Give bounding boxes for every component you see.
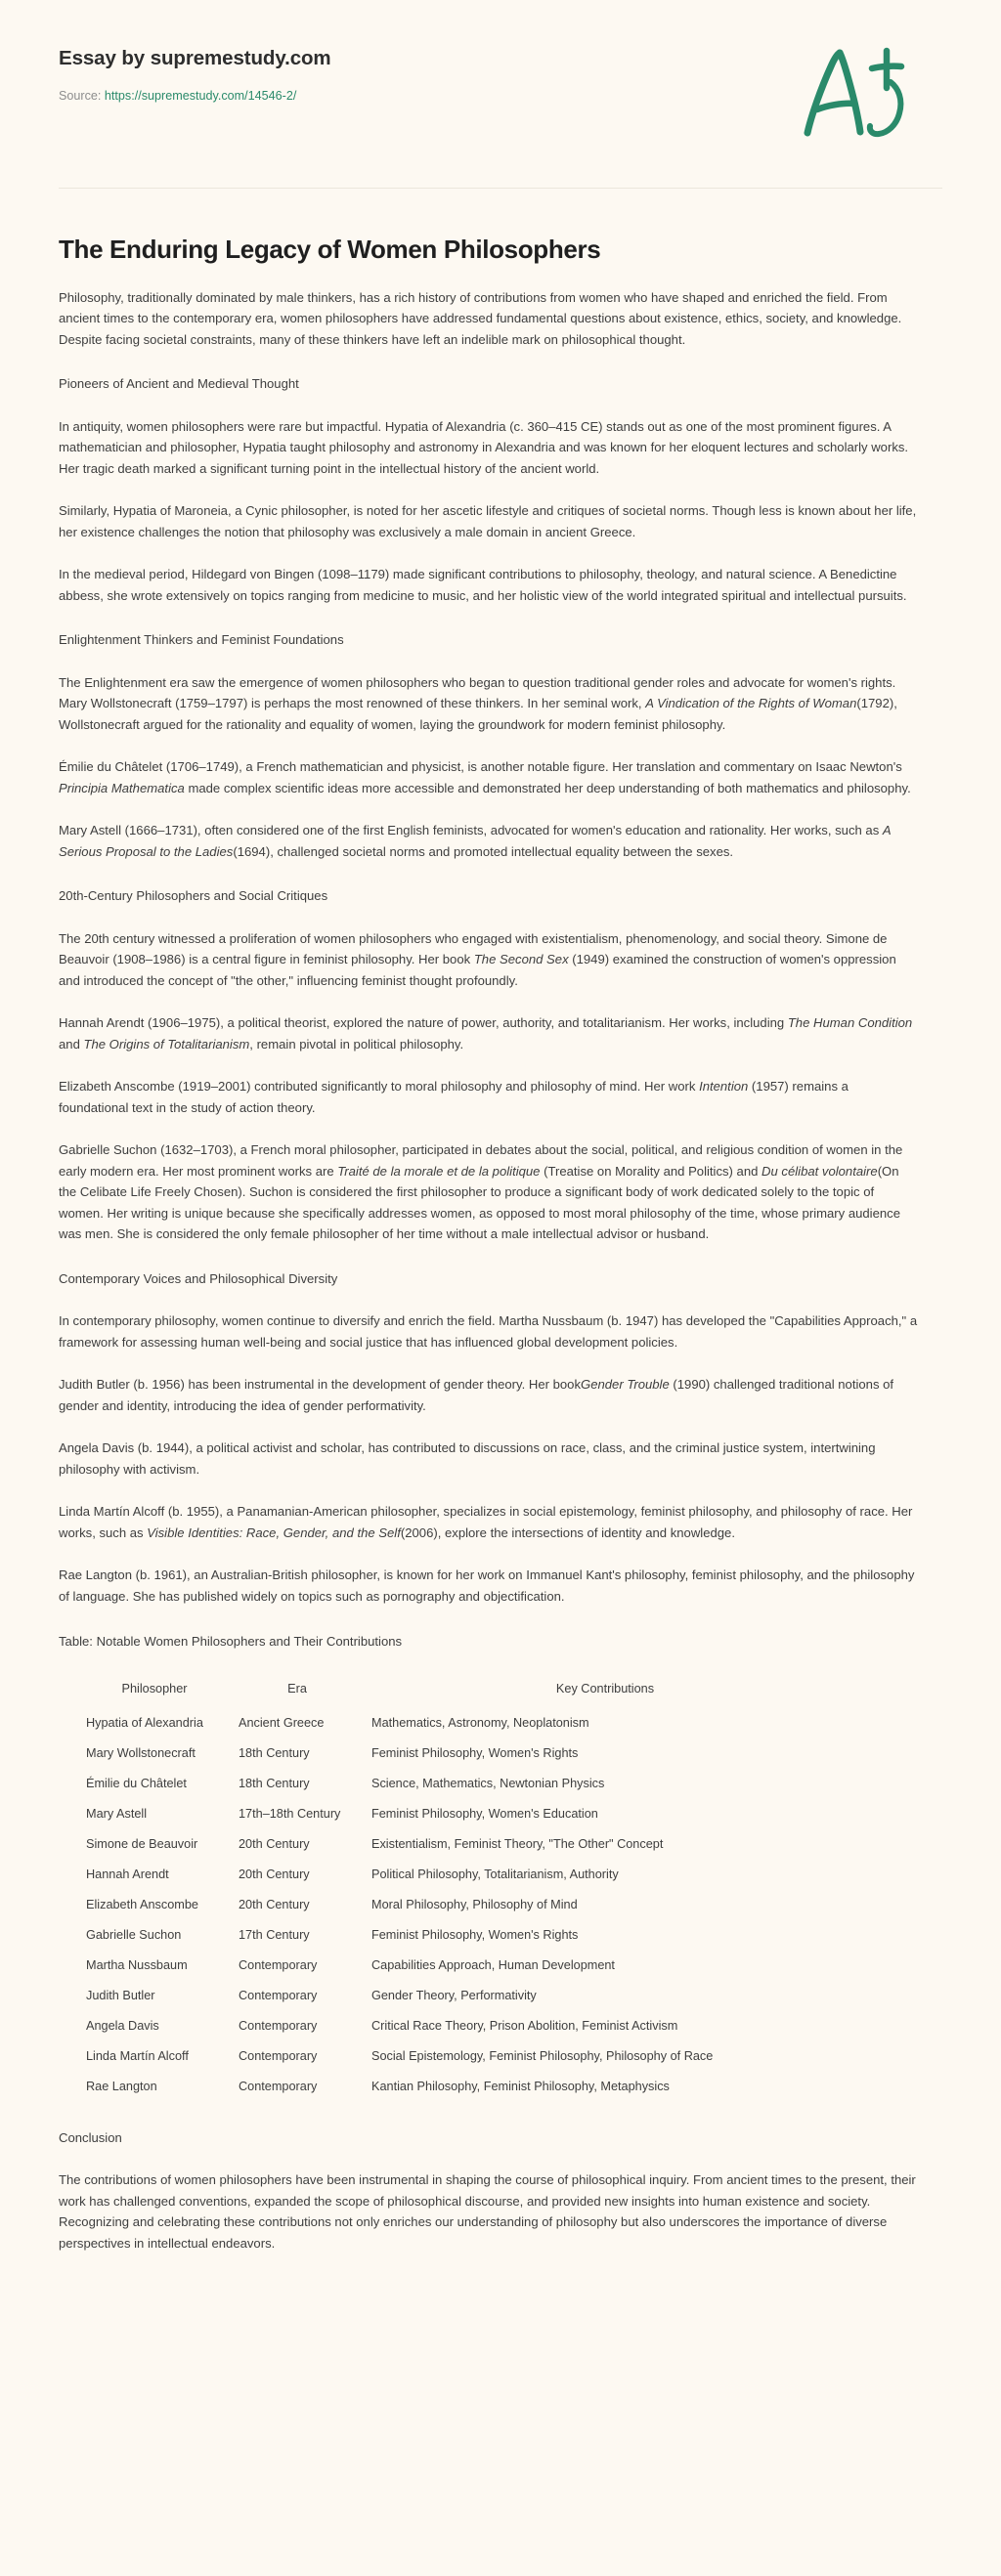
- pioneers-paragraph-3: In the medieval period, Hildegard von Bingen (1098–1179) made significant contributions to philosophy, theology, and natural science. A Benedictine abbess, she wrote extensively on topics ranging from medicine to music, and her holistic view of the world integrated spiritual and intellectual pursuits.: [59, 567, 907, 603]
- cell-key-contributions: Feminist Philosophy, Women's Rights: [371, 1927, 579, 1942]
- cell-key-contributions: Kantian Philosophy, Feminist Philosophy, Metaphysics: [371, 2079, 670, 2093]
- table-header-row: [76, 1676, 849, 1708]
- cell-era: Contemporary: [239, 2018, 318, 2033]
- work-title-human-condition: The Human Condition: [787, 1015, 913, 1030]
- cell-key-contributions: Critical Race Theory, Prison Abolition, Feminist Activism: [371, 2018, 678, 2033]
- text-run: (Treatise on Morality and Politics) and: [540, 1163, 762, 1179]
- contemporary-paragraph-1: In contemporary philosophy, women continue to diversify and enrich the field. Martha Nussbaum (b. 1947) has developed the "Capabilities Approach," a framework for assessing human well-being and social justice that has influenced global development policies.: [59, 1313, 918, 1350]
- cell-key-contributions: Feminist Philosophy, Women's Education: [371, 1806, 598, 1821]
- cell-key-contributions: Existentialism, Feminist Theory, "The Other" Concept: [371, 1836, 664, 1851]
- table-body: [76, 1708, 849, 2102]
- enlightenment-paragraph-2: [59, 756, 919, 798]
- section-heading-conclusion: Conclusion: [59, 2129, 122, 2145]
- cell-philosopher: Martha Nussbaum: [86, 1957, 188, 1972]
- cell-era: 20th Century: [239, 1867, 310, 1881]
- page-header: [0, 0, 1001, 141]
- text-run: Elizabeth Anscombe (1919–2001) contributed significantly to moral philosophy and philosophy of mind. Her work: [59, 1079, 700, 1094]
- cell-era: 20th Century: [239, 1897, 310, 1911]
- table-head: [76, 1676, 849, 1708]
- bottom-spacer: [59, 2254, 942, 2283]
- cell-key-contributions: Feminist Philosophy, Women's Rights: [371, 1745, 579, 1760]
- source-url-link[interactable]: https://supremestudy.com/14546-2/: [104, 88, 297, 103]
- cell-philosopher: Gabrielle Suchon: [86, 1927, 182, 1942]
- work-title-vindication: A Vindication of the Rights of Woman: [645, 696, 857, 710]
- work-title-intention: Intention: [699, 1079, 749, 1094]
- table-row: [76, 1799, 849, 1829]
- text-run: (1990) challenged traditional notions of gender and identity, introducing the idea of gender performativity.: [59, 1377, 894, 1413]
- cell-philosopher: Hypatia of Alexandria: [86, 1715, 203, 1730]
- column-header-key-contributions: Key Contributions: [555, 1681, 655, 1696]
- text-run: (1694), challenged societal norms and promoted intellectual equality between the sexes.: [233, 843, 734, 859]
- text-run: and: [59, 1036, 84, 1052]
- table-row: [76, 1739, 849, 1769]
- pioneers-paragraph-1: In antiquity, women philosophers were rare but impactful. Hypatia of Alexandria (c. 360–415 CE) stands out as one of the most prominent figures. A mathematician and philosopher, Hypatia taught philosophy and astronomy in Alexandria and was known for her eloquent lectures and scholarly works. Her tragic death marked a significant turning point in the intellectual history of the ancient world.: [59, 418, 909, 476]
- cell-era: 17th Century: [239, 1927, 310, 1942]
- twentieth-paragraph-3: [59, 1076, 919, 1118]
- work-title-principia: Principia Mathematica: [59, 780, 185, 795]
- contemporary-paragraph-4: [59, 1501, 919, 1543]
- table-row: [76, 1860, 849, 1890]
- table-row: [76, 1981, 849, 2011]
- conclusion-paragraph: The contributions of women philosophers have been instrumental in shaping the course of philosophical inquiry. From ancient times to the present, their work has challenged conventions, expanded the scope of philosophical discourse, and provided new insights into human existence and society. Recognizing and celebrating these contributions not only enriches our understanding of philosophy but also underscores the importance of diverse perspectives in intellectual endeavors.: [59, 2172, 916, 2251]
- twentieth-paragraph-1: [59, 928, 919, 992]
- text-run: Émilie du Châtelet (1706–1749), a French mathematician and physicist, is another notable figure. Her translation and commentary on Isaac Newton's: [59, 759, 902, 774]
- work-title-origins-totalitarianism: The Origins of Totalitarianism: [83, 1036, 250, 1052]
- cell-philosopher: Émilie du Châtelet: [86, 1776, 187, 1790]
- work-title-serious-proposal: A Serious Proposal to the Ladies: [59, 823, 892, 859]
- work-title-second-sex: The Second Sex: [473, 952, 569, 966]
- column-header-era: Era: [287, 1681, 307, 1696]
- text-run: Gabrielle Suchon (1632–1703), a French moral philosopher, participated in debates about the social, political, and religious condition of women in the early modern era. Her most prominent works are: [59, 1142, 903, 1179]
- cell-key-contributions: Gender Theory, Performativity: [371, 1988, 537, 2002]
- text-run: The 20th century witnessed a proliferation of women philosophers who engaged with existentialism, phenomenology, and social theory. Simone de Beauvoir (1908–1986) is a central figure in feminist philosophy. Her book: [59, 930, 888, 966]
- section-heading-twentieth-century: 20th-Century Philosophers and Social Critiques: [59, 888, 328, 903]
- text-run: (1949) examined the construction of women's oppression and introduced the concept of "the other," influencing feminist thought profoundly.: [59, 952, 896, 988]
- twentieth-paragraph-4: [59, 1139, 919, 1245]
- table-row: [76, 2041, 849, 2072]
- text-run: The Enlightenment era saw the emergence of women philosophers who began to question traditional gender roles and advocate for women's rights. Mary Wollstonecraft (1759–1797) is perhaps the most renowned of these thinkers. In her seminal work,: [59, 674, 896, 710]
- text-run: Mary Astell (1666–1731), often considered one of the first English feminists, advocated for women's education and rationality. Her works, such as: [59, 823, 883, 837]
- header-divider: [59, 188, 942, 189]
- text-run: (1792), Wollstonecraft argued for the rationality and equality of women, laying the groundwork for modern feminist philosophy.: [59, 696, 897, 732]
- table-row: [76, 1769, 849, 1799]
- cell-philosopher: Elizabeth Anscombe: [86, 1897, 198, 1911]
- text-run: (On the Celibate Life Freely Chosen). Suchon is considered the first philosopher to produce a significant body of work dedicated solely to the topic of women. Her writing is unique because she specifically addresses women, as opposed to most moral philosophy of the time, whose primary audience was men. She is considered the only female philosopher of her time without a male intellectual advisor or husband.: [59, 1163, 900, 1241]
- cell-key-contributions: Science, Mathematics, Newtonian Physics: [371, 1776, 605, 1790]
- cell-era: Contemporary: [239, 1988, 318, 2002]
- text-run: Judith Butler (b. 1956) has been instrumental in the development of gender theory. Her book: [59, 1377, 582, 1392]
- cell-key-contributions: Capabilities Approach, Human Development: [371, 1957, 615, 1972]
- cell-key-contributions: Social Epistemology, Feminist Philosophy, Philosophy of Race: [371, 2048, 714, 2063]
- cell-era: Ancient Greece: [239, 1715, 325, 1730]
- enlightenment-paragraph-1: [59, 672, 919, 736]
- header-left: [59, 43, 331, 104]
- cell-era: Contemporary: [239, 2048, 318, 2063]
- table-row: [76, 1829, 849, 1860]
- section-heading-pioneers: Pioneers of Ancient and Medieval Thought: [59, 376, 299, 391]
- contemporary-paragraph-5: Rae Langton (b. 1961), an Australian-British philosopher, is known for her work on Immanuel Kant's philosophy, feminist philosophy, and the philosophy of language. She has published widely on topics such as pornography and objectification.: [59, 1567, 915, 1604]
- a-plus-logo-icon: [796, 39, 909, 141]
- table-row: [76, 1951, 849, 1981]
- article-body: [0, 234, 1001, 2283]
- cell-philosopher: Judith Butler: [86, 1988, 155, 2002]
- work-title-traite: Traité de la morale et de la politique: [337, 1163, 541, 1179]
- work-title-visible-identities: Visible Identities: Race, Gender, and the Self: [147, 1524, 401, 1540]
- cell-era: Contemporary: [239, 2079, 318, 2093]
- brand-title: Essay by supremestudy.com: [59, 47, 331, 69]
- cell-philosopher: Mary Wollstonecraft: [86, 1745, 196, 1760]
- work-title-gender-trouble: Gender Trouble: [581, 1377, 670, 1392]
- work-title-du-celibat: Du célibat volontaire: [762, 1163, 878, 1179]
- source-line: [59, 88, 331, 104]
- page-title: The Enduring Legacy of Women Philosophers: [59, 235, 601, 264]
- cell-era: 17th–18th Century: [239, 1806, 341, 1821]
- enlightenment-paragraph-3: [59, 820, 919, 862]
- table-row: [76, 1920, 849, 1951]
- cell-philosopher: Rae Langton: [86, 2079, 157, 2093]
- section-heading-enlightenment: Enlightenment Thinkers and Feminist Foundations: [59, 632, 344, 647]
- table-row: [76, 1708, 849, 1739]
- text-run: (1957) remains a foundational text in the study of action theory.: [59, 1079, 849, 1115]
- cell-era: 18th Century: [239, 1745, 310, 1760]
- cell-philosopher: Linda Martín Alcoff: [86, 2048, 189, 2063]
- table-row: [76, 1890, 849, 1920]
- cell-philosopher: Angela Davis: [86, 2018, 159, 2033]
- source-label: Source:: [59, 88, 102, 103]
- cell-key-contributions: Mathematics, Astronomy, Neoplatonism: [371, 1715, 589, 1730]
- text-run: Linda Martín Alcoff (b. 1955), a Panamanian-American philosopher, specializes in social epistemology, feminist philosophy, and philosophy of race. Her works, such as: [59, 1504, 913, 1540]
- column-header-philosopher: Philosopher: [121, 1681, 188, 1696]
- contemporary-paragraph-2: [59, 1374, 919, 1416]
- cell-key-contributions: Political Philosophy, Totalitarianism, Authority: [371, 1867, 619, 1881]
- cell-philosopher: Simone de Beauvoir: [86, 1836, 198, 1851]
- cell-era: 18th Century: [239, 1776, 310, 1790]
- text-run: , remain pivotal in political philosophy.: [249, 1036, 464, 1052]
- pioneers-paragraph-2: Similarly, Hypatia of Maroneia, a Cynic philosopher, is noted for her ascetic lifestyle and critiques of societal norms. Though less is known about her life, her existence challenges the notion that philosophy was exclusively a male domain in ancient Greece.: [59, 503, 917, 539]
- section-heading-contemporary: Contemporary Voices and Philosophical Diversity: [59, 1270, 338, 1286]
- philosophers-table: [76, 1676, 849, 2102]
- text-run: Hannah Arendt (1906–1975), a political theorist, explored the nature of power, authority, and totalitarianism. Her works, including: [59, 1015, 788, 1030]
- table-caption: Table: Notable Women Philosophers and Their Contributions: [59, 1634, 403, 1649]
- cell-era: Contemporary: [239, 1957, 318, 1972]
- cell-era: 20th Century: [239, 1836, 310, 1851]
- twentieth-paragraph-2: [59, 1012, 919, 1054]
- cell-philosopher: Hannah Arendt: [86, 1867, 169, 1881]
- contemporary-paragraph-3: Angela Davis (b. 1944), a political activist and scholar, has contributed to discussions on race, class, and the criminal justice system, intertwining philosophy with activism.: [59, 1440, 876, 1477]
- text-run: (2006), explore the intersections of identity and knowledge.: [400, 1524, 735, 1540]
- cell-philosopher: Mary Astell: [86, 1806, 148, 1821]
- intro-paragraph: Philosophy, traditionally dominated by male thinkers, has a rich history of contributions from women who have shaped and enriched the field. From ancient times to the contemporary era, women philosophers have addressed fundamental questions about existence, ethics, society, and knowledge. Despite facing societal constraints, many of these thinkers have left an indelible mark on philosophical thought.: [59, 289, 902, 347]
- table-row: [76, 2072, 849, 2102]
- table-row: [76, 2011, 849, 2041]
- text-run: made complex scientific ideas more accessible and demonstrated her deep understanding of both mathematics and philosophy.: [184, 780, 911, 795]
- cell-key-contributions: Moral Philosophy, Philosophy of Mind: [371, 1897, 578, 1911]
